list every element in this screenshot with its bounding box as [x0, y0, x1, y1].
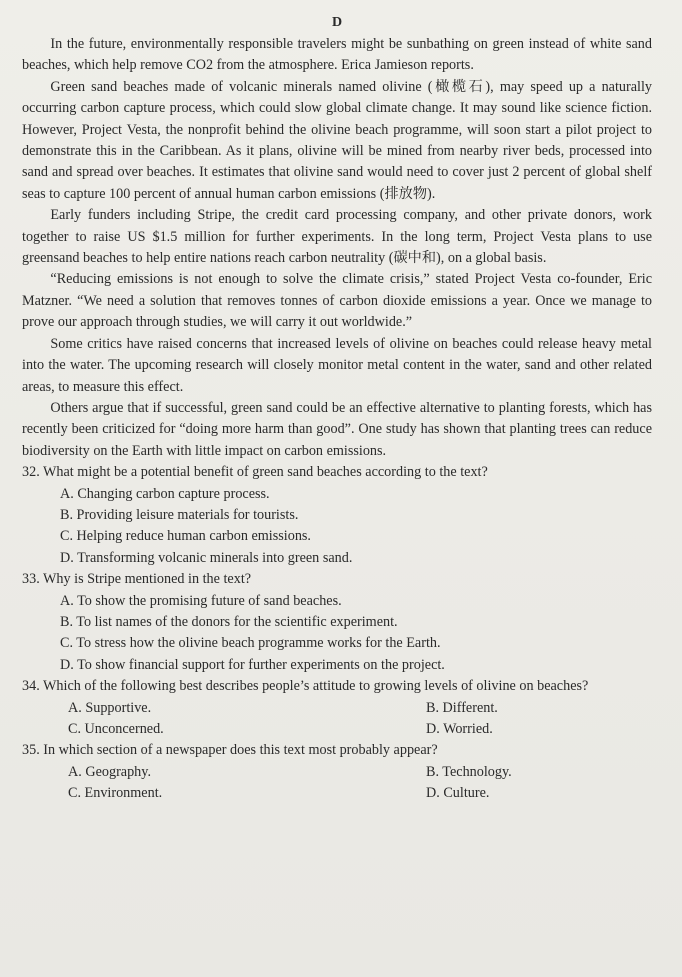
answer-options-row: [22, 698, 652, 719]
answer-option-c: C. Environment.: [68, 785, 163, 802]
answer-option-d: D. Worried.: [426, 721, 493, 737]
answer-option-b: B. Different.: [426, 699, 498, 716]
answer-option-d: D. Transforming volcanic minerals into green sand.: [60, 549, 353, 566]
question-35: [22, 740, 652, 804]
answer-option-a: A. To show the promising future of sand beaches.: [60, 592, 342, 609]
passage-paragraph: “Reducing emissions is not enough to solve the climate crisis,” stated Project Vesta co-founder, Eric Matzner. “We need a solution that removes tonnes of carbon dioxide emissions a year. Once we manage to prove our approach through studies, we will carry it out worldwide.”: [22, 271, 652, 331]
answer-option-b: B. Providing leisure materials for tourists.: [60, 506, 299, 523]
answer-option-a: A. Changing carbon capture process.: [60, 485, 270, 502]
question-stem: 34. Which of the following best describes people’s attitude to growing levels of olivine on beaches?: [22, 678, 589, 695]
question-33: [22, 569, 652, 676]
answer-option-c: C. Unconcerned.: [68, 721, 164, 737]
passage-paragraph: Others argue that if successful, green sand could be an effective alternative to planting forests, which has recently been criticized for “doing more harm than good”. One study has shown that planting trees can reduce biodiversity on the Earth with little impact on carbon emissions.: [22, 399, 652, 459]
answer-option-b: B. Technology.: [426, 763, 512, 780]
answer-option-d: D. To show financial support for further experiments on the project.: [60, 656, 445, 673]
answer-options-row: [22, 719, 652, 740]
answer-options-row: [22, 783, 652, 804]
answer-options-row: [22, 762, 652, 783]
passage-paragraph: Early funders including Stripe, the credit card processing company, and other private donors, work together to raise US $1.5 million for further experiments. In the long term, Project Vesta plans to use greensand beaches to help entire nations reach carbon neutrality (碳中和), on a global basis.: [22, 207, 652, 267]
answer-option-c: C. To stress how the olivine beach programme works for the Earth.: [60, 635, 441, 652]
answer-option-a: A. Supportive.: [68, 699, 152, 716]
passage-paragraph: Green sand beaches made of volcanic minerals named olivine (橄榄石), may speed up a naturally occurring carbon capture process, which could slow global climate change. It may sound like science fiction. However, Project Vesta, the nonprofit behind the olivine beach programme, will soon start a pilot project to demonstrate this in the Caribbean. As it plans, olivine will be mined from nearby river beds, processed into sand and spread over beaches. It estimates that olivine sand would need to cover just 2 percent of global shelf seas to capture 100 percent of annual human carbon emissions (排放物).: [22, 78, 652, 202]
section-letter: D: [331, 15, 343, 30]
question-32: [22, 462, 652, 569]
answer-option-b: B. To list names of the donors for the scientific experiment.: [60, 613, 398, 630]
question-stem: 33. Why is Stripe mentioned in the text?: [22, 571, 252, 588]
question-stem: 35. In which section of a newspaper does this text most probably appear?: [22, 742, 438, 759]
passage-paragraph: Some critics have raised concerns that increased levels of olivine on beaches could release heavy metal into the water. The upcoming research will closely monitor metal content in the water, sand and other related areas, to measure this effect.: [22, 335, 652, 395]
answer-option-a: A. Geography.: [68, 763, 151, 780]
reading-passage: [22, 34, 652, 462]
answer-option-d: D. Culture.: [426, 785, 490, 802]
question-34: [22, 676, 652, 740]
answer-option-c: C. Helping reduce human carbon emissions.: [60, 528, 311, 545]
question-stem: 32. What might be a potential benefit of green sand beaches according to the text?: [22, 464, 488, 481]
passage-paragraph: In the future, environmentally responsible travelers might be sunbathing on green instead of white sand beaches, which help remove CO2 from the atmosphere. Erica Jamieson reports.: [22, 36, 652, 74]
